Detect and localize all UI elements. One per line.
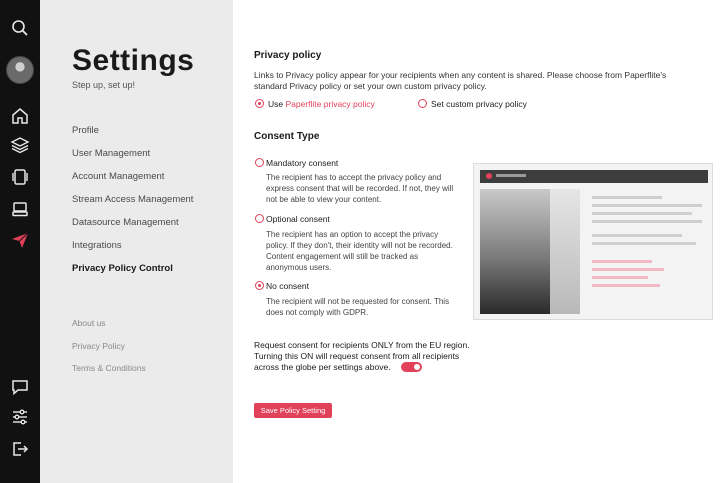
consent-preview-image — [473, 163, 713, 320]
optional-consent-label[interactable]: Optional consent — [266, 214, 330, 224]
page-title: Settings — [72, 44, 195, 77]
chat-icon[interactable] — [9, 376, 31, 398]
layers-icon[interactable] — [9, 134, 31, 156]
nav-item-account-management[interactable]: Account Management — [72, 171, 165, 182]
radio-paperflite-policy[interactable] — [255, 99, 264, 108]
nav-item-privacy-policy-control[interactable]: Privacy Policy Control — [72, 263, 173, 274]
privacy-policy-description: Links to Privacy policy appear for your recipients when any content is shared. Please choose from Paperflite's standard Privacy policy or set your own custom privacy policy. — [254, 70, 667, 91]
footer-link-privacy-policy[interactable]: Privacy Policy — [72, 340, 125, 351]
nav-item-datasource-management[interactable]: Datasource Management — [72, 217, 179, 228]
eu-consent-description: Request consent for recipients ONLY from the EU region. Turning this ON will request consent from all recipients across the globe per settings above. — [254, 340, 470, 372]
optional-consent-description: The recipient has an option to accept the privacy policy. If they don't, their identity will not be recorded. Content engagement will still be tracked as anonymous users. — [266, 230, 453, 272]
search-icon[interactable] — [9, 17, 31, 39]
radio-mandatory-consent[interactable] — [255, 158, 264, 167]
radio-paperflite-policy-label[interactable]: Use Paperflite privacy policy — [268, 99, 375, 109]
main-content — [233, 0, 720, 483]
page-subtitle: Step up, set up! — [72, 80, 136, 90]
footer-link-terms[interactable]: Terms & Conditions — [72, 363, 146, 373]
nav-item-profile[interactable]: Profile — [72, 125, 99, 136]
save-policy-button[interactable]: Save Policy Setting — [254, 403, 332, 418]
mandatory-consent-label[interactable]: Mandatory consent — [266, 158, 339, 168]
logout-icon[interactable] — [9, 438, 31, 460]
mandatory-consent-description: The recipient has to accept the privacy policy and express consent that will be recorded. If not, they will not be able to view your content. — [266, 173, 454, 204]
privacy-policy-heading: Privacy policy — [254, 50, 322, 61]
radio-custom-policy[interactable] — [418, 99, 427, 108]
nav-item-integrations[interactable]: Integrations — [72, 240, 122, 251]
radio-no-consent[interactable] — [255, 281, 264, 290]
settings-panel — [40, 0, 233, 483]
avatar[interactable] — [6, 56, 34, 84]
send-icon[interactable] — [9, 229, 31, 251]
icon-rail — [0, 0, 40, 483]
no-consent-label[interactable]: No consent — [266, 281, 309, 291]
tablet-icon[interactable] — [9, 166, 31, 188]
eu-consent-toggle[interactable] — [401, 362, 422, 372]
paperflite-policy-link[interactable]: Paperflite privacy policy — [285, 99, 375, 109]
footer-link-about[interactable]: About us — [72, 318, 106, 328]
consent-type-heading: Consent Type — [254, 131, 320, 142]
no-consent-description: The recipient will not be requested for consent. This does not comply with GDPR. — [266, 297, 450, 317]
radio-custom-policy-label[interactable]: Set custom privacy policy — [431, 99, 527, 109]
sliders-icon[interactable] — [9, 406, 31, 428]
inbox-icon[interactable] — [9, 198, 31, 220]
settings-nav — [72, 126, 193, 287]
radio-optional-consent[interactable] — [255, 214, 264, 223]
home-icon[interactable] — [9, 105, 31, 127]
nav-item-stream-access-management[interactable]: Stream Access Management — [72, 194, 194, 205]
nav-item-user-management[interactable]: User Management — [72, 148, 151, 159]
footer-links — [72, 318, 146, 386]
